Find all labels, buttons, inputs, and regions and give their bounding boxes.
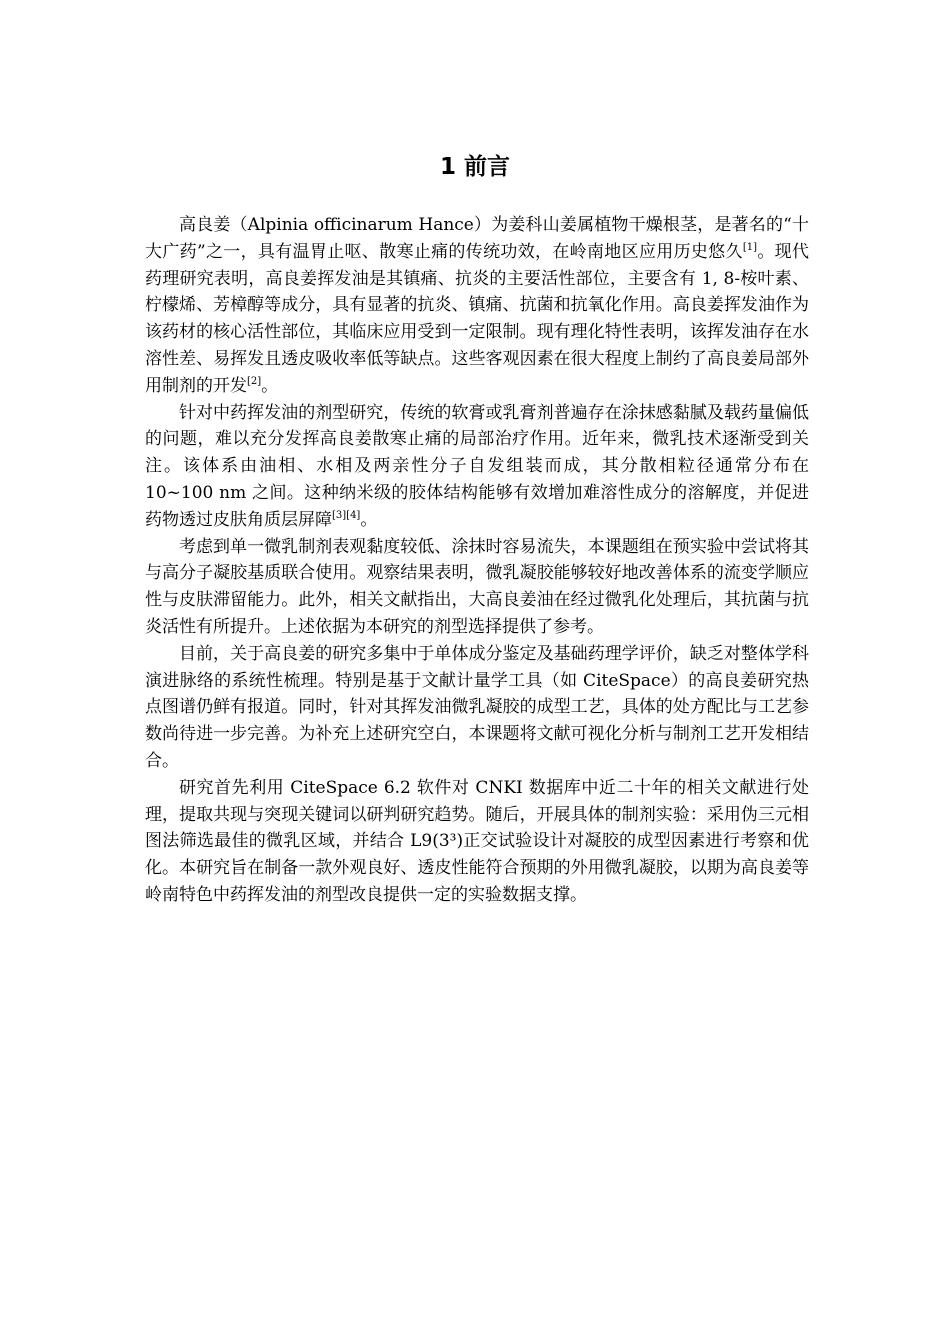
paragraph-text: 高良姜（Alpinia officinarum Hance）为姜科山姜属植物干燥根茎，是著名的“十大广药”之一，具有温胃止呕、散寒止痛的传统功效，在岭南地区应用历史悠久 (145, 215, 809, 262)
paragraph-text: 针对中药挥发油的剂型研究，传统的软膏或乳膏剂普遍存在涂抹感黏腻及载药量偏低的问题，难以充分发挥高良姜散寒止痛的局部治疗作用。近年来，微乳技术逐渐受到关注。该体系由油相、水相及两亲性分子自发组装而成，其分散相粒径通常分布在 10~100 nm 之间。这种纳米级的胶体结构能够有效增加难溶性成分的溶解度，并促进药物透过皮肤角质层屏障 (145, 402, 809, 530)
paragraph-text: 。现代药理研究表明，高良姜挥发油是其镇痛、抗炎的主要活性部位，主要含有 1, 8-桉叶素、柠檬烯、芳樟醇等成分，具有显著的抗炎、镇痛、抗菌和抗氧化作用。高良姜挥发油作为该药材的核心活性部位，其临床应用受到一定限制。现有理化特性表明，该挥发油存在水溶性差、易挥发且透皮吸收率低等缺点。这些客观因素在很大程度上制约了高良姜局部外用制剂的开发 (145, 241, 809, 396)
citation: [2] (247, 375, 262, 387)
paragraph (145, 212, 809, 400)
paragraph-text: 考虑到单一微乳制剂表观黏度较低、涂抹时容易流失，本课题组在预实验中尝试将其与高分子凝胶基质联合使用。观察结果表明，微乳凝胶能够较好地改善体系的流变学顺应性与皮肤滞留能力。此外，相关文献指出，大高良姜油在经过微乳化处理后，其抗菌与抗炎活性有所提升。上述依据为本研究的剂型选择提供了参考。 (145, 536, 809, 637)
paragraph (145, 775, 809, 909)
paragraph-text: 目前，关于高良姜的研究多集中于单体成分鉴定及基础药理学评价，缺乏对整体学科演进脉络的系统性梳理。特别是基于文献计量学工具（如 CiteSpace）的高良姜研究热点图谱仍鲜有报道。同时，针对其挥发油微乳凝胶的成型工艺，具体的处方配比与工艺参数尚待进一步完善。为补充上述研究空白，本课题将文献可视化分析与制剂工艺开发相结合。 (145, 643, 809, 771)
paragraph (145, 400, 809, 534)
paragraph-text: 。 (360, 509, 378, 530)
paragraph (145, 641, 809, 775)
citation: [1] (742, 241, 758, 253)
paragraph (145, 534, 809, 641)
paragraph-text: 。 (261, 375, 279, 396)
body-text (145, 212, 809, 909)
paragraph-text: 研究首先利用 CiteSpace 6.2 软件对 CNKI 数据库中近二十年的相关文献进行处理，提取共现与突现关键词以研判研究趋势。随后，开展具体的制剂实验：采用伪三元相图法筛选最佳的微乳区域，并结合 L9(3³)正交试验设计对凝胶的成型因素进行考察和优化。本研究旨在制备一款外观良好、透皮性能符合预期的外用微乳凝胶，以期为高良姜等岭南特色中药挥发油的剂型改良提供一定的实验数据支撑。 (145, 777, 809, 905)
citation: [3][4] (332, 509, 361, 521)
section-heading: 1 前言 (439, 154, 510, 180)
